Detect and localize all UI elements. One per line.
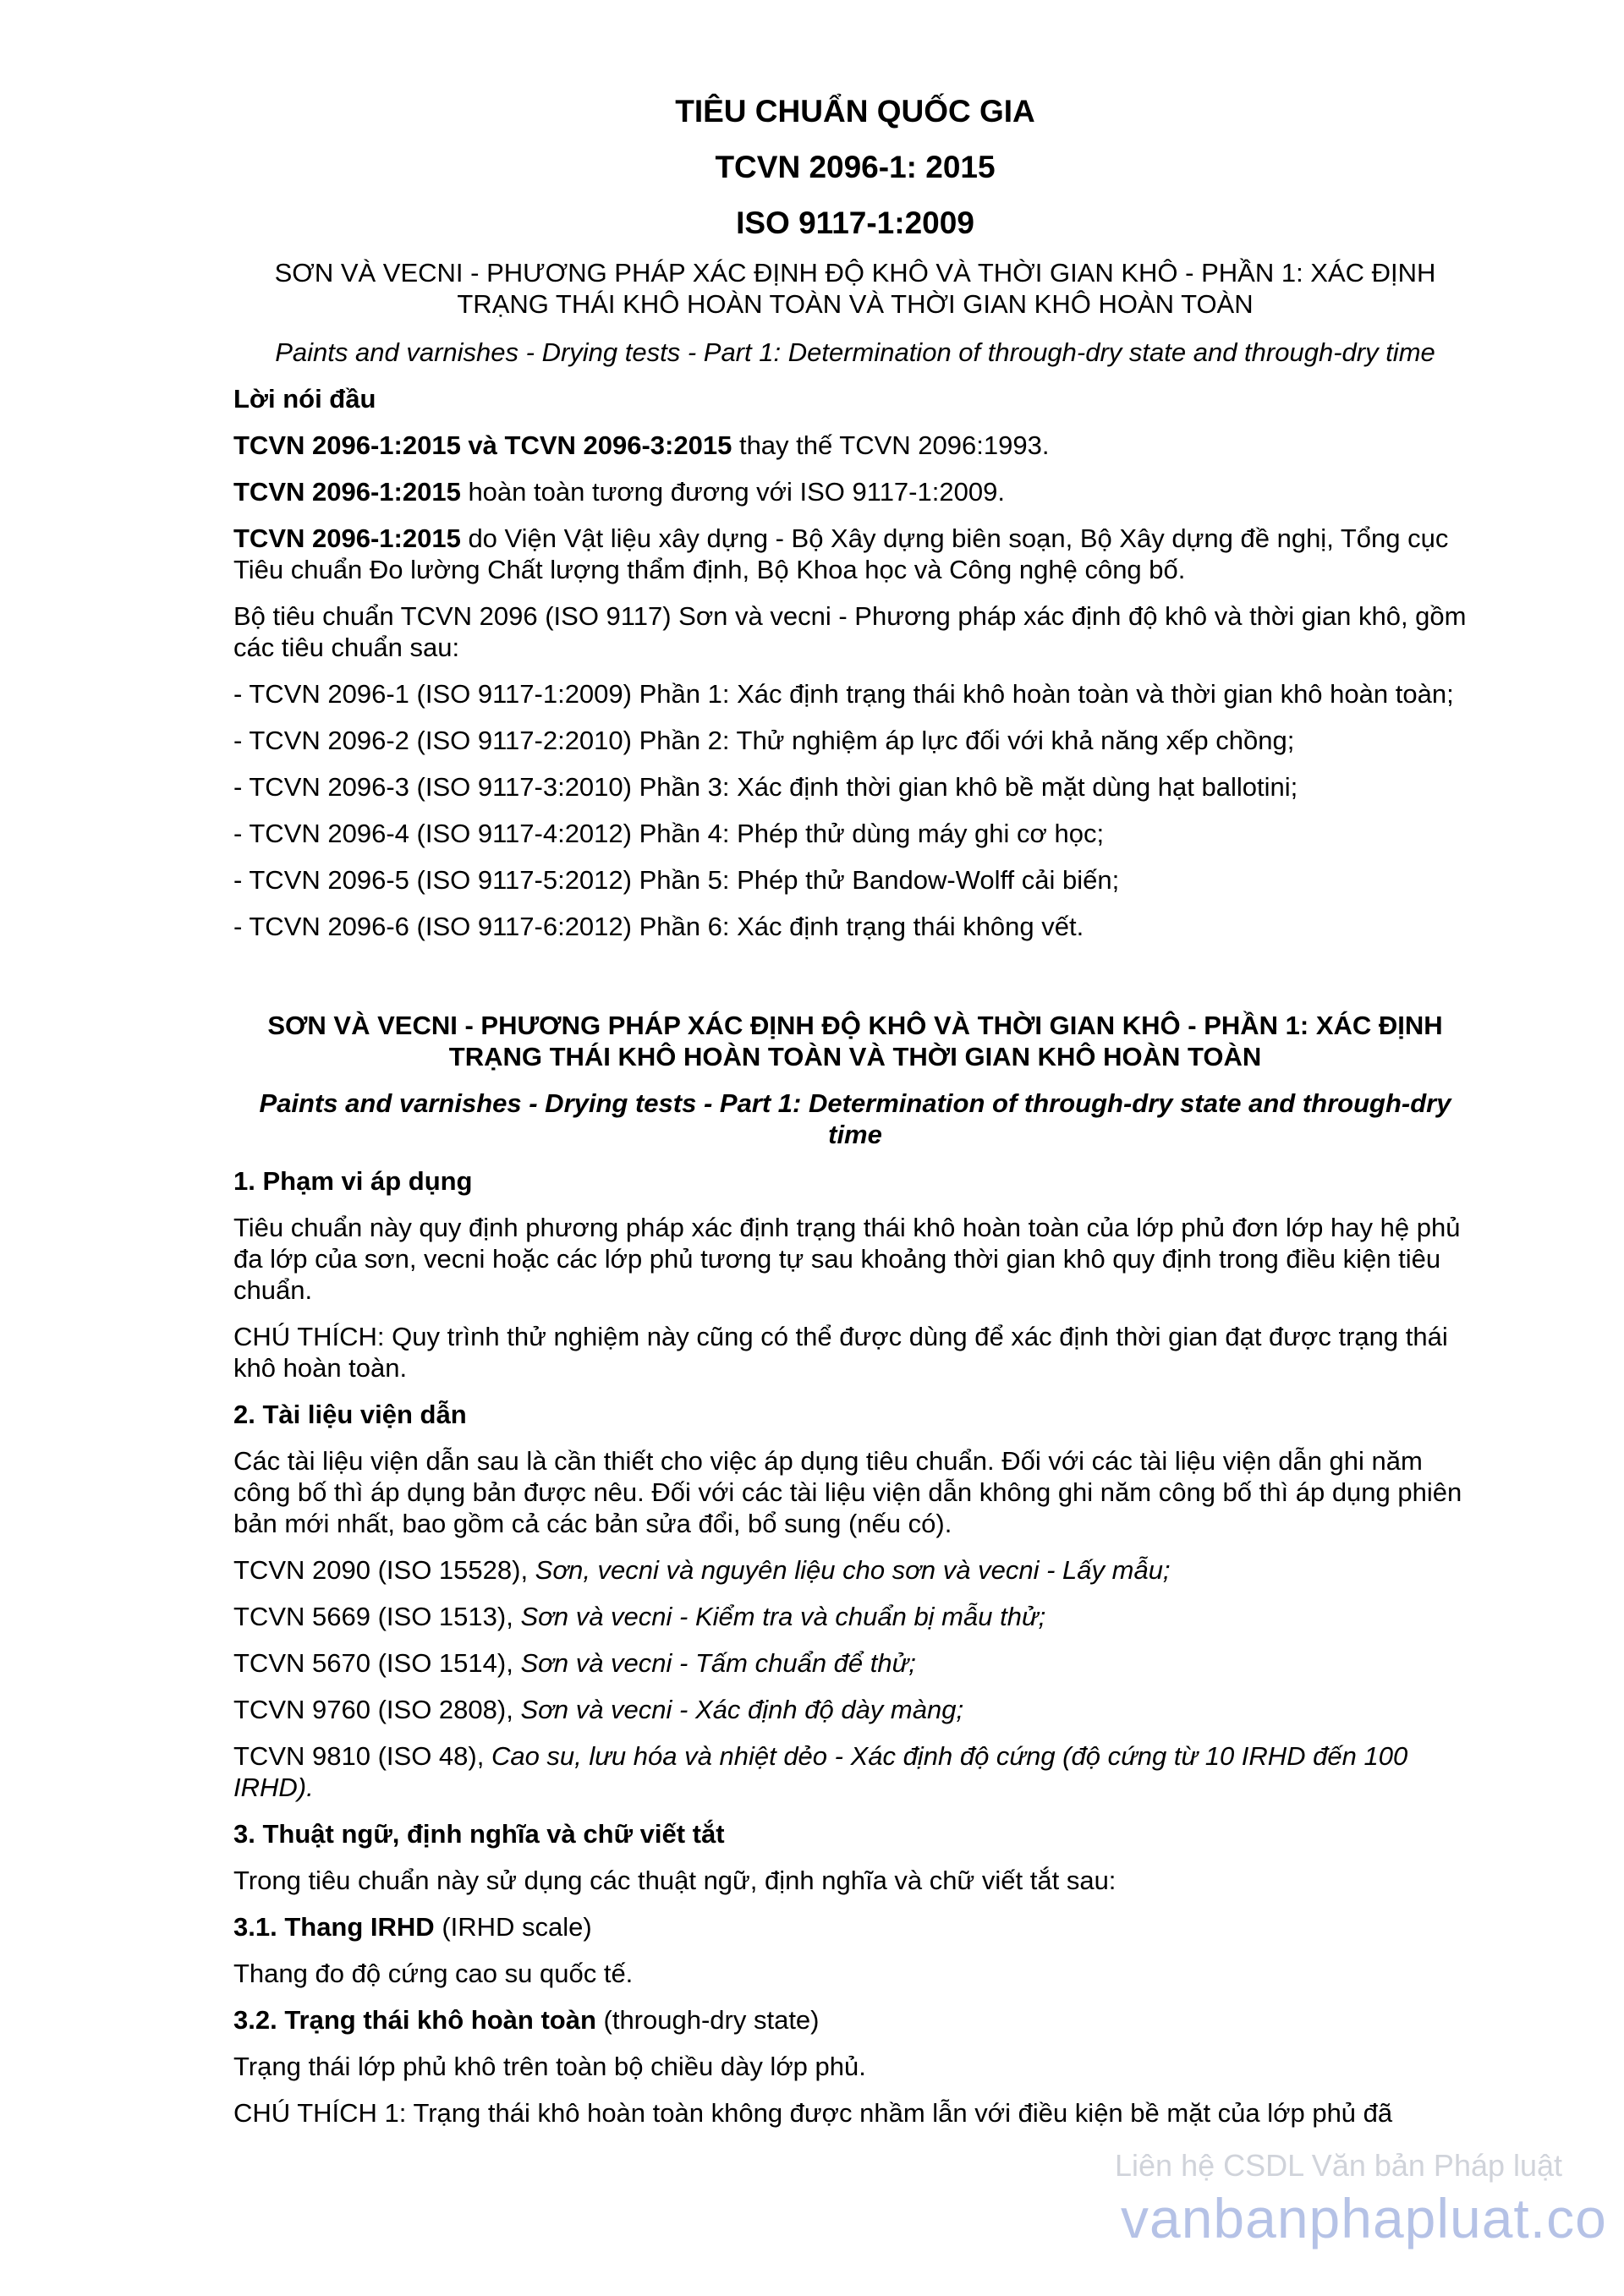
part-list-item: - TCVN 2096-6 (ISO 9117-6:2012) Phần 6: Xác định trạng thái không vết. [233,912,1084,941]
document-title-en: Paints and varnishes - Drying tests - Part 1: Determination of through-dry state and through-dry time [275,337,1435,367]
term-3-1-english: (IRHD scale) [434,1912,592,1942]
part-list-item: - TCVN 2096-4 (ISO 9117-4:2012) Phần 4: Phép thử dùng máy ghi cơ học; [233,819,1105,848]
reference-code: TCVN 2090 (ISO 15528), [233,1555,535,1585]
reference-item [233,1601,1477,1632]
foreword-paragraph [233,523,1477,585]
part-list-item: - TCVN 2096-5 (ISO 9117-5:2012) Phần 5: Phép thử Bandow-Wolff cải biến; [233,865,1120,895]
section-3-heading: 3. Thuật ngữ, định nghĩa và chữ viết tắt [233,1819,725,1849]
term-3-1-name: 3.1. Thang IRHD [233,1912,435,1942]
reference-title: Sơn và vecni - Tấm chuẩn để thử; [520,1648,916,1678]
main-title-en: Paints and varnishes - Drying tests - Part 1: Determination of through-dry state and through-dry time [259,1088,1451,1149]
foreword-series-intro: Bộ tiêu chuẩn TCVN 2096 (ISO 9117) Sơn và vecni - Phương pháp xác định độ khô và thời gian khô, gồm các tiêu chuẩn sau: [233,601,1467,662]
term-3-2-definition: Trạng thái lớp phủ khô trên toàn bộ chiều dày lớp phủ. [233,2052,866,2081]
reference-item [233,1554,1477,1586]
watermark-caption: Liên hệ CSDL Văn bản Pháp luật [1115,2148,1563,2183]
foreword-p3-code: TCVN 2096-1:2015 [233,523,461,553]
term-3-2-note: CHÚ THÍCH 1: Trạng thái khô hoàn toàn không được nhầm lẫn với điều kiện bề mặt của lớp phủ đã [233,2098,1393,2128]
section-3-paragraph: Trong tiêu chuẩn này sử dụng các thuật ngữ, định nghĩa và chữ viết tắt sau: [233,1866,1116,1895]
reference-title: Cao su, lưu hóa và nhiệt dẻo - Xác định độ cứng (độ cứng từ 10 IRHD đến 100 IRHD). [233,1741,1408,1802]
tcvn-code-heading: TCVN 2096-1: 2015 [715,150,996,184]
part-list-item: - TCVN 2096-1 (ISO 9117-1:2009) Phần 1: Xác định trạng thái khô hoàn toàn và thời gian khô hoàn toàn; [233,679,1454,709]
foreword-p2-code: TCVN 2096-1:2015 [233,477,461,507]
main-title-vi: SƠN VÀ VECNI - PHƯƠNG PHÁP XÁC ĐỊNH ĐỘ KHÔ VÀ THỜI GIAN KHÔ - PHẦN 1: XÁC ĐỊNH TRẠNG THÁI KHÔ HOÀN TOÀN VÀ THỜI GIAN KHÔ HOÀN TOÀN [267,1011,1443,1071]
term-3-2-english: (through-dry state) [595,2005,820,2035]
foreword-p1-code: TCVN 2096-1:2015 và TCVN 2096-3:2015 [233,430,732,460]
section-1-note: CHÚ THÍCH: Quy trình thử nghiệm này cũng có thể được dùng để xác định thời gian đạt được trạng thái khô hoàn toàn. [233,1322,1448,1383]
reference-item [233,1740,1477,1803]
part-list-item: - TCVN 2096-2 (ISO 9117-2:2010) Phần 2: Thử nghiệm áp lực đối với khả năng xếp chồng; [233,726,1295,755]
foreword-paragraph [233,476,1477,507]
term-3-2-name: 3.2. Trạng thái khô hoàn toàn [233,2005,596,2035]
term-3-2 [233,2004,1477,2036]
reference-title: Sơn, vecni và nguyên liệu cho sơn và vecni - Lấy mẫu; [535,1555,1171,1585]
section-2-heading: 2. Tài liệu viện dẫn [233,1400,467,1429]
document-page [233,0,1477,2129]
reference-code: TCVN 5669 (ISO 1513), [233,1602,521,1631]
part-list-item: - TCVN 2096-3 (ISO 9117-3:2010) Phần 3: Xác định thời gian khô bề mặt dùng hạt ballotini; [233,772,1298,802]
foreword-heading: Lời nói đầu [233,384,376,414]
foreword-p2-text: hoàn toàn tương đương với ISO 9117-1:2009. [460,477,1005,507]
document-title-vi: SƠN VÀ VECNI - PHƯƠNG PHÁP XÁC ĐỊNH ĐỘ KHÔ VÀ THỜI GIAN KHÔ - PHẦN 1: XÁC ĐỊNH TRẠNG THÁI KHÔ HOÀN TOÀN VÀ THỜI GIAN KHÔ HOÀN TOÀN [274,258,1436,319]
section-1-heading: 1. Phạm vi áp dụng [233,1166,473,1196]
reference-code: TCVN 9760 (ISO 2808), [233,1695,521,1724]
iso-code-heading: ISO 9117-1:2009 [736,205,974,240]
foreword-paragraph [233,430,1477,461]
term-3-1 [233,1911,1477,1943]
reference-title: Sơn và vecni - Kiểm tra và chuẩn bị mẫu thử; [520,1602,1046,1631]
term-3-1-definition: Thang đo độ cứng cao su quốc tế. [233,1959,634,1988]
national-standard-heading: TIÊU CHUẨN QUỐC GIA [675,94,1035,129]
watermark-site: vanbanphapluat.co [1121,2187,1607,2249]
foreword-p1-text: thay thế TCVN 2096:1993. [732,430,1050,460]
reference-item [233,1694,1477,1725]
section-1-paragraph: Tiêu chuẩn này quy định phương pháp xác định trạng thái khô hoàn toàn của lớp phủ đơn lớp hay hệ phủ đa lớp của sơn, vecni hoặc các lớp phủ tương tự sau khoảng thời gian khô quy định trong điều kiện tiêu chuẩn. [233,1213,1461,1305]
reference-code: TCVN 9810 (ISO 48), [233,1741,491,1771]
foreword-p3-text: do Viện Vật liệu xây dựng - Bộ Xây dựng biên soạn, Bộ Xây dựng đề nghị, Tổng cục Tiêu chuẩn Đo lường Chất lượng thẩm định, Bộ Khoa học và Công nghệ công bố. [233,523,1449,584]
reference-item [233,1647,1477,1679]
reference-title: Sơn và vecni - Xác định độ dày màng; [520,1695,964,1724]
section-2-paragraph: Các tài liệu viện dẫn sau là cần thiết cho việc áp dụng tiêu chuẩn. Đối với các tài liệu viện dẫn ghi năm công bố thì áp dụng bản được nêu. Đối với các tài liệu viện dẫn không ghi năm công bố thì áp dụng phiên bản mới nhất, bao gồm cả các bản sửa đổi, bổ sung (nếu có). [233,1446,1462,1538]
reference-code: TCVN 5670 (ISO 1514), [233,1648,521,1678]
